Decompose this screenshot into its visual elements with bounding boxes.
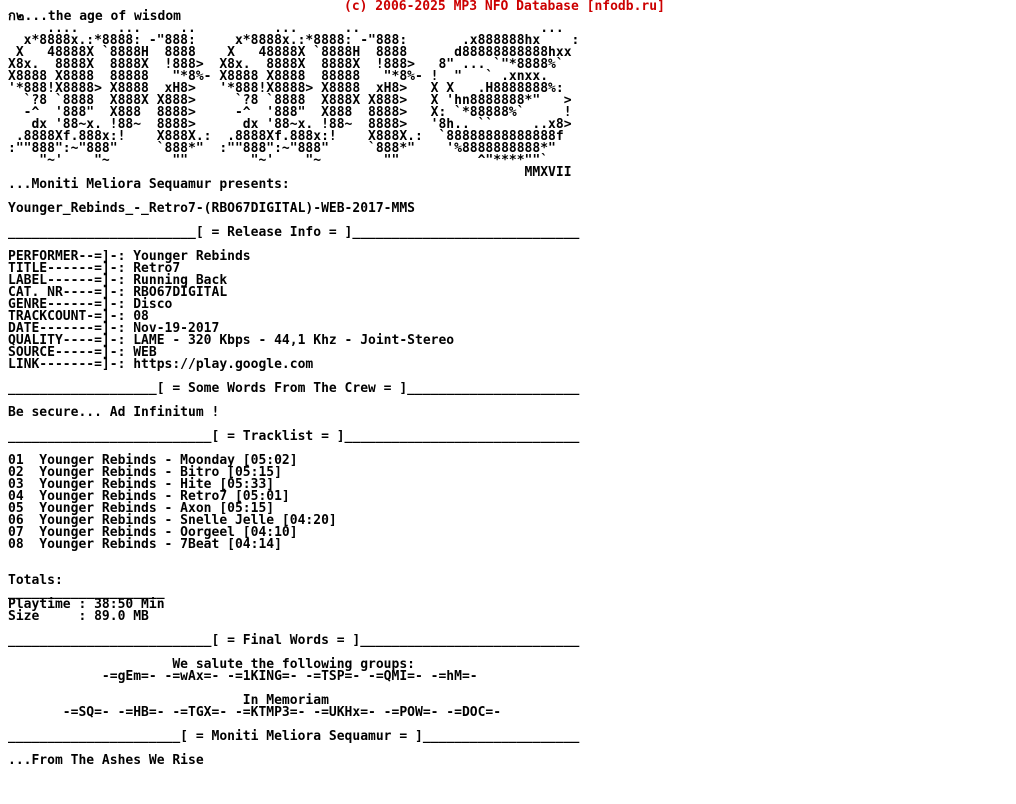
nfo-line: .... ... .. ... .. ... [8, 21, 564, 36]
nfo-line: LINK-------=]-: https://play.google.com [8, 357, 314, 372]
nfo-line: '*888!X8888> X8888 xH8> '*888!X8888> X8888 xH8> X X .H8888888%: [8, 81, 564, 96]
nfo-line: Totals: [8, 573, 63, 588]
nfo-line: .8888Xf.888x:! X888X.: .8888Xf.888x:! X888X.: `88888888888888f [8, 129, 564, 144]
nfo-line: Playtime : 38:50 Min [8, 597, 165, 612]
nfo-line: 07 Younger Rebinds - Oorgeel [04:10] [8, 525, 298, 540]
nfo-line: -=gEm=- -=wAx=- -=1KING=- -=TSP=- -=QMI=- -=hM=- [8, 669, 478, 684]
nfo-line: ____________________ [8, 585, 165, 600]
nfo-line: QUALITY----=]-: LAME - 320 Kbps - 44,1 Khz - Joint-Stereo [8, 333, 455, 348]
nfo-line: TITLE------=]-: Retro7 [8, 261, 181, 276]
nfo-line: :""888":~"888" `888*" :""888":~"888" `888*" '%8888888888*" [8, 141, 556, 156]
nfo-line: 03 Younger Rebinds - Hite [05:33] [8, 477, 275, 492]
nfo-line: GENRE------=]-: Disco [8, 297, 173, 312]
nfo-line: __________________________[ = Tracklist = ]______________________________ [8, 429, 580, 444]
nfo-line [8, 551, 579, 563]
nfo-line: 06 Younger Rebinds - Snelle Jelle [04:20] [8, 513, 337, 528]
nfo-line: 01 Younger Rebinds - Moonday [05:02] [8, 453, 298, 468]
nfo-line: PERFORMER--=]-: Younger Rebinds [8, 249, 251, 264]
nfo-line: ...Moniti Meliora Sequamur presents: [8, 177, 290, 192]
nfo-line: ...From The Ashes We Rise [8, 753, 204, 768]
nfo-line: DATE-------=]-: Nov-19-2017 [8, 321, 220, 336]
nfo-line: `?8 `8888 X888X X888> `?8 `8888 X888X X888> X 'hn8888888*" > [8, 93, 572, 108]
nfo-line: -^ '888" X888 8888> -^ '888" X888 8888> X: `*88888%` ! [8, 105, 572, 120]
nfo-line: -=SQ=- -=HB=- -=TGX=- -=KTMP3=- -=UKHx=- -=POW=- -=DOC=- [8, 705, 502, 720]
nfo-line: SOURCE-----=]-: WEB [8, 345, 157, 360]
nfo-line: "~' "~ "" "~' "~ "" ^"****""` [8, 153, 549, 168]
nfo-line: dx '88~x. !88~ 8888> dx '88~x. !88~ 8888> '8h.. `` ..x8> [8, 117, 572, 132]
nfo-line: CAT. NR----=]-: RBO67DIGITAL [8, 285, 228, 300]
nfo-line: In Memoriam [8, 693, 329, 708]
nfo-line: X 48888X `8888H 8888 X 48888X `8888H 8888 d88888888888hxx [8, 45, 572, 60]
nfo-line: TRACKCOUNT-=]-: 08 [8, 309, 149, 324]
nfo-line: Size : 89.0 MB [8, 609, 149, 624]
nfo-line: 05 Younger Rebinds - Axon [05:15] [8, 501, 275, 516]
nfo-line: __________________________[ = Final Words = ]____________________________ [8, 633, 580, 648]
nfo-line: Be secure... Ad Infinitum ! [8, 405, 220, 420]
nfodb-credit-link[interactable]: (c) 2006-2025 MP3 NFO Database [nfodb.ru] [344, 0, 665, 14]
nfo-line: ___________________[ = Some Words From The Crew = ]______________________ [8, 381, 580, 396]
nfo-line: 04 Younger Rebinds - Retro7 [05:01] [8, 489, 290, 504]
nfo-line: We salute the following groups: [8, 657, 415, 672]
nfo-line: ________________________[ = Release Info = ]_____________________________ [8, 225, 580, 240]
nfo-line: 02 Younger Rebinds - Bitro [05:15] [8, 465, 282, 480]
nfo-line: LABEL------=]-: Running Back [8, 273, 228, 288]
nfo-line: 08 Younger Rebinds - 7Beat [04:14] [8, 537, 282, 552]
nfo-line: MMXVII [8, 165, 572, 180]
nfo-line: X8888 X8888 88888 "*8%- X8888 X8888 88888 "*8%- ! " ` .xnxx. [8, 69, 549, 84]
nfo-line: ก๒...the age of wisdom [8, 9, 181, 24]
nfo-text-block [8, 11, 579, 767]
nfo-line: ______________________[ = Moniti Meliora Sequamur = ]____________________ [8, 729, 580, 744]
nfo-line: Younger_Rebinds_-_Retro7-(RBO67DIGITAL)-WEB-2017-MMS [8, 201, 415, 216]
nfo-line: x*8888x.:*8888: -"888: x*8888x.:*8888: -"888: .x888888hx : [8, 33, 580, 48]
nfo-line: X8x. 8888X 8888X !888> X8x. 8888X 8888X !888> 8" ... `"*8888%` [8, 57, 564, 72]
nfo-line [8, 563, 579, 575]
